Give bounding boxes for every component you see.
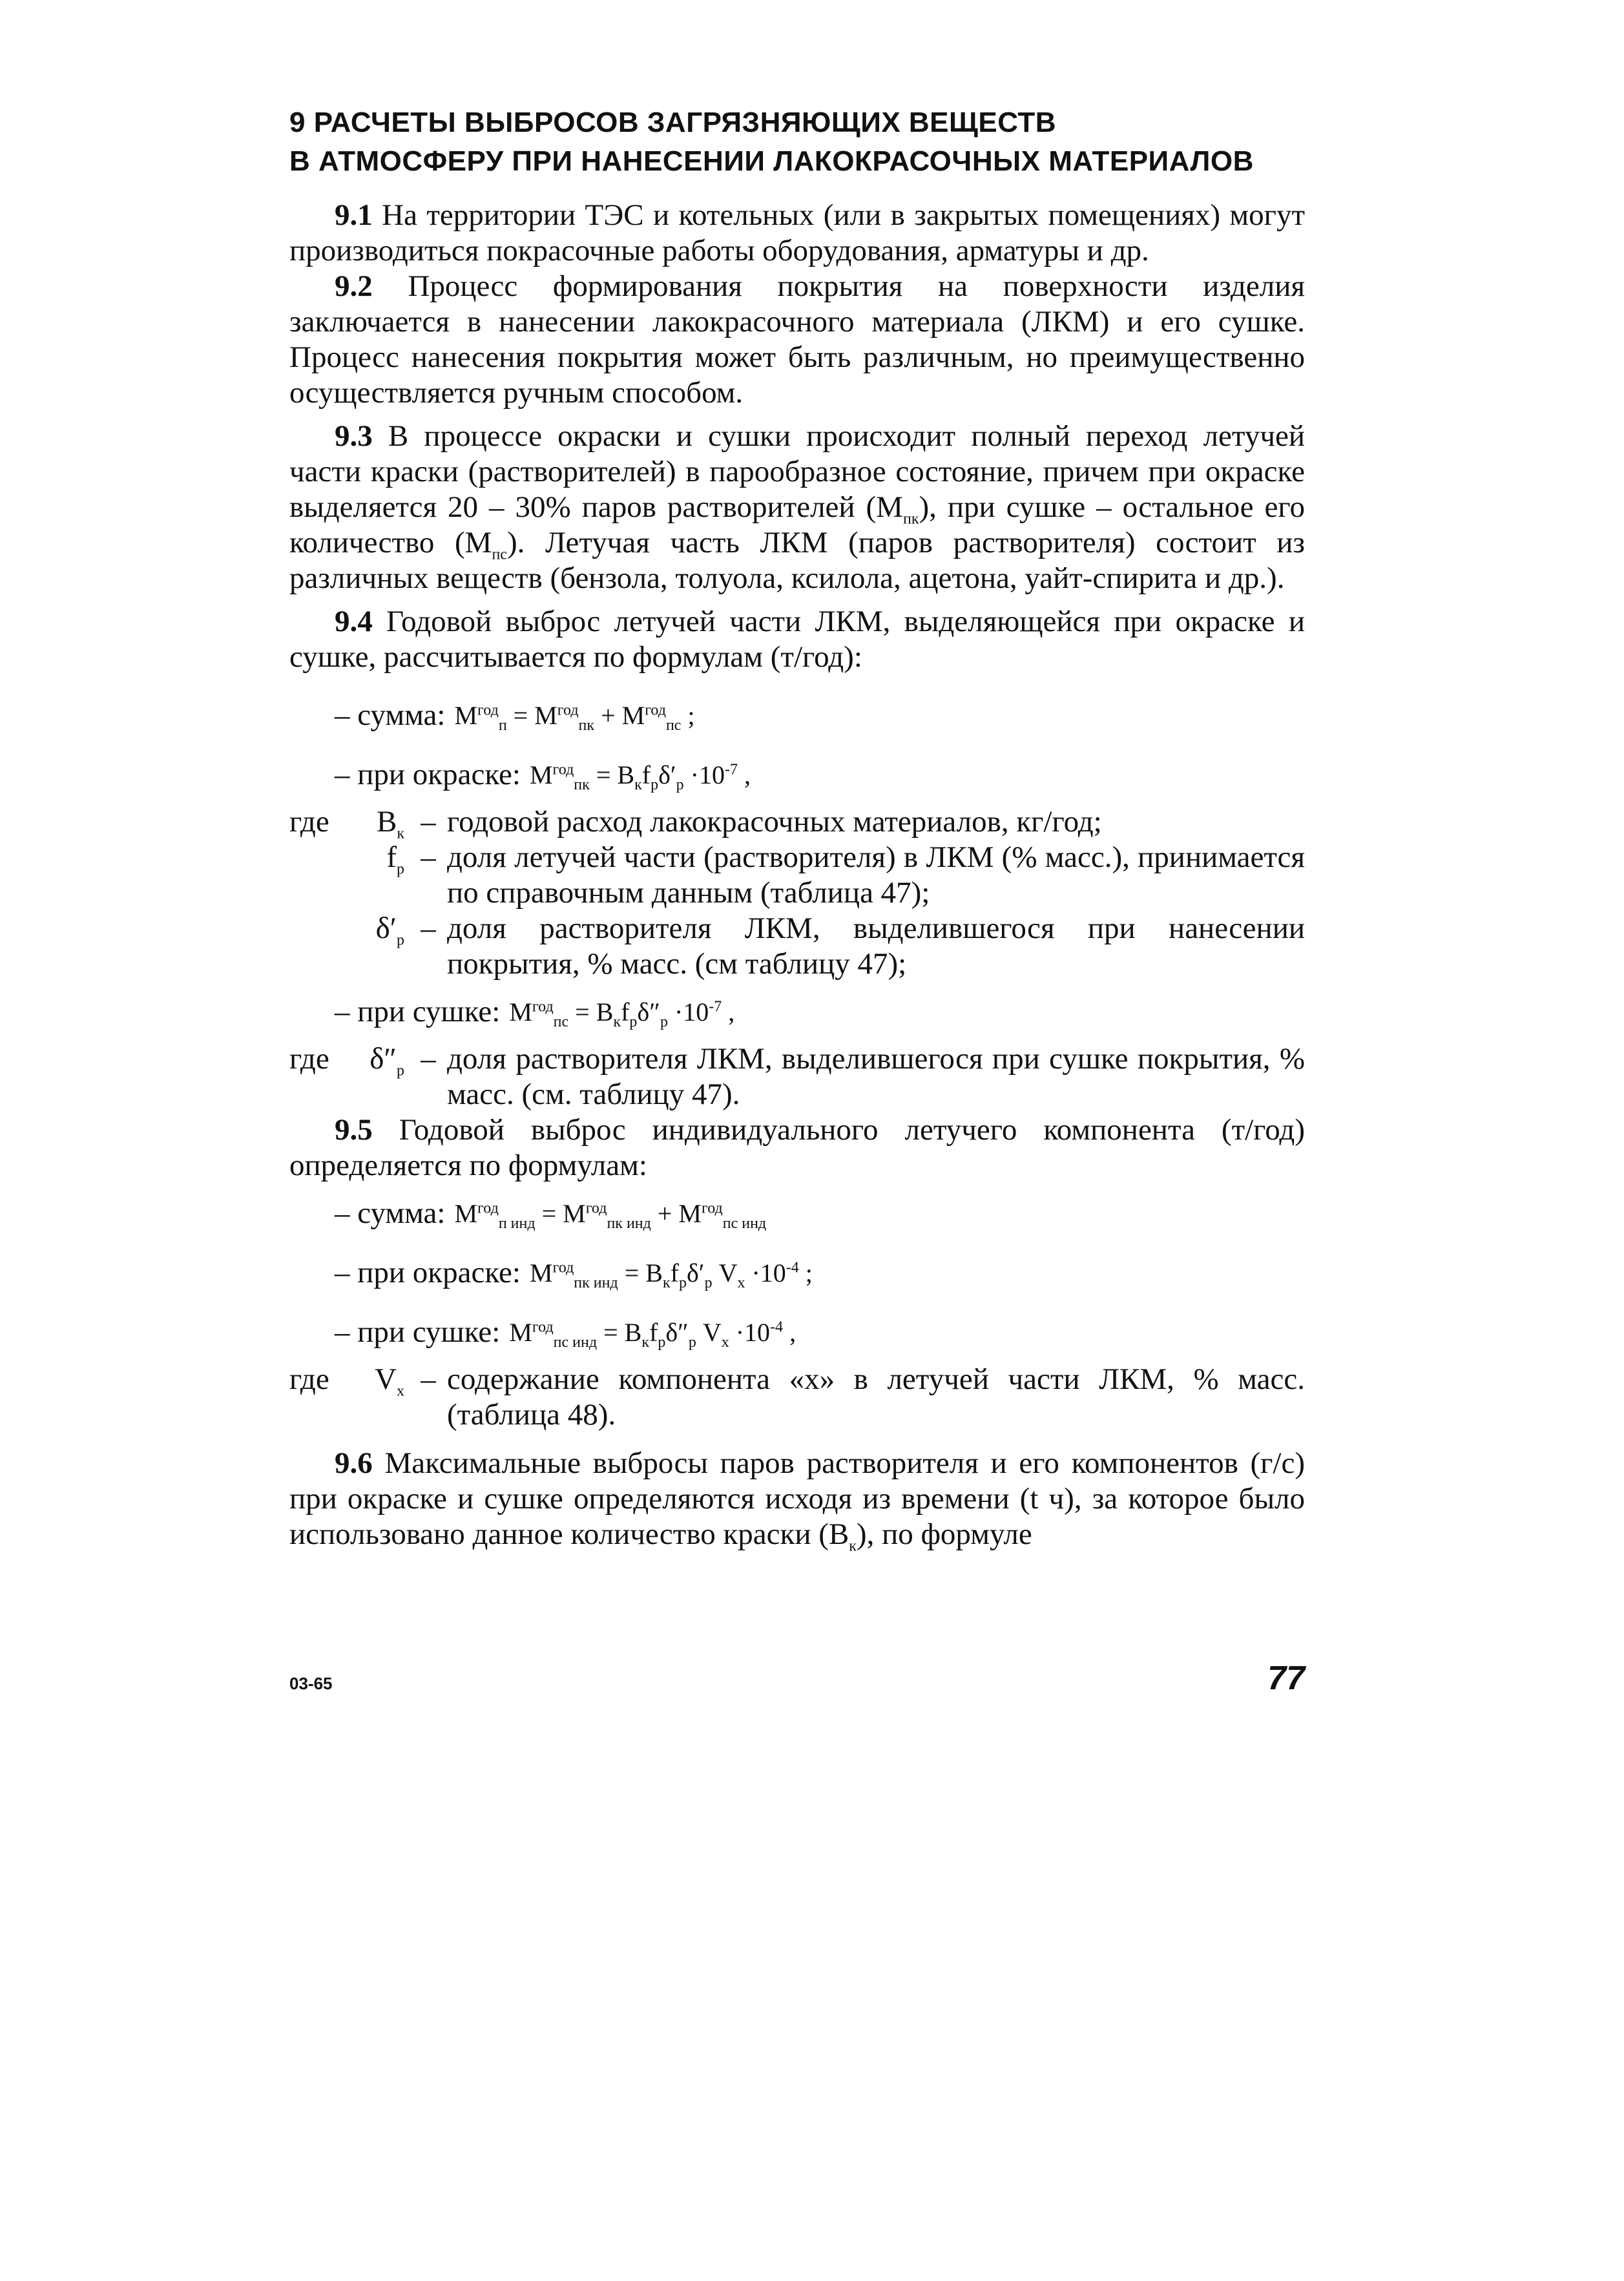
formula-lead: – сумма: <box>335 1196 446 1230</box>
formula-lead: – при окраске: <box>335 757 521 791</box>
page-footer <box>289 1659 1305 1698</box>
para-text: На территории ТЭС и котельных (или в закрытых помещениях) могут производиться покрасочные работы оборудования, арматуры и др. <box>289 198 1305 267</box>
para-number: 9.4 <box>335 605 373 638</box>
definitions-1 <box>289 804 1305 982</box>
section-title <box>289 103 1305 181</box>
formula-expression: $М^{год}_п = М^{год}_{пк} + М^{год}_{пс}$ ; <box>454 700 695 734</box>
para-text: Годовой выброс летучей части ЛКМ, выделяющейся при окраске и сушке, рассчитывается по формулам (т/год): <box>289 605 1305 674</box>
para-number: 9.2 <box>335 269 373 303</box>
formula-painting <box>289 745 1305 804</box>
paragraph-9-2 <box>289 269 1305 411</box>
formula-lead: – при окраске: <box>335 1255 521 1289</box>
para-text: ), по формуле <box>856 1517 1032 1551</box>
title-line-1: 9 РАСЧЕТЫ ВЫБРОСОВ ЗАГРЯЗНЯЮЩИХ ВЕЩЕСТВ <box>289 107 1057 138</box>
formula-lead: – при сушке: <box>335 994 501 1028</box>
page-body <box>289 103 1305 1555</box>
subscript: к <box>849 1537 857 1555</box>
para-text: ). Летучая часть ЛКМ (паров растворителя) состоит из различных веществ (бензола, толуола, ксилола, ацетона, уайт-спирита и др.). <box>289 526 1305 595</box>
print-code: 03-65 <box>289 1674 333 1693</box>
para-number: 9.6 <box>335 1446 373 1480</box>
para-number: 9.5 <box>335 1113 373 1147</box>
definition-row: где $\delta''_р$ – доля растворителя ЛКМ, выделившегося при сушке покрытия, % масс. (см. таблицу 47). <box>289 1042 1305 1111</box>
paragraph-9-3 <box>289 419 1305 596</box>
para-text: В процессе окраски и сушки происходит полный переход летучей части краски (растворителей) в парообразное состояние, причем при окраске выделяется 20 – 30% паров растворителей (М <box>289 419 1305 524</box>
formula-drying-individual <box>289 1302 1305 1362</box>
paragraph-9-1 <box>289 198 1305 269</box>
subscript: пс <box>492 546 507 563</box>
formula-painting-individual <box>289 1243 1305 1302</box>
para-text: ), при сушке – остальное его количество (М <box>289 490 1305 559</box>
definitions-2 <box>289 1041 1305 1112</box>
formula-expression: $М^{год}_{пк инд} = В_кf_р\delta'_р$ $V_х \cdot 10^{-4}$ ; <box>529 1258 813 1291</box>
definition-row: $f_р$ – доля летучей части (растворителя) в ЛКМ (% масс.), принимается по справочным данным (таблица 47); <box>386 840 1305 910</box>
definition-row: где $V_х$ – содержание компонента «х» в летучей части ЛКМ, % масс. (таблица 48). <box>289 1362 1305 1432</box>
formula-expression: $М^{год}_{пс инд} = В_кf_р\delta''_р$ $V_х \cdot 10^{-4}$ , <box>509 1317 796 1351</box>
paragraph-9-4 <box>289 604 1305 675</box>
para-text: Годовой выброс индивидуального летучего компонента (т/год) определяется по формулам: <box>289 1113 1305 1182</box>
formula-sum-individual <box>289 1183 1305 1243</box>
para-number: 9.1 <box>335 198 373 232</box>
paragraph-9-5 <box>289 1112 1305 1183</box>
para-number: 9.3 <box>335 419 373 453</box>
para-text: Максимальные выбросы паров растворителя и его компонентов (г/с) при окраске и сушке определяются исходя из времени (t ч), за которое было использовано данное количество краски (В <box>289 1446 1305 1551</box>
paragraph-9-6 <box>289 1446 1305 1555</box>
formula-expression: $М^{год}_{пс} = В_кf_р\delta''_р \cdot 10^{-7}$ , <box>509 997 735 1030</box>
page-number: 77 <box>1267 1660 1305 1697</box>
formula-lead: – сумма: <box>335 698 446 732</box>
subscript: пк <box>902 510 919 528</box>
formula-sum <box>289 685 1305 745</box>
title-line-2: В АТМОСФЕРУ ПРИ НАНЕСЕНИИ ЛАКОКРАСОЧНЫХ МАТЕРИАЛОВ <box>289 145 1254 177</box>
formula-expression: $М^{год}_{п инд} = М^{год}_{пк инд} + М^{год}_{пс инд}$ <box>454 1198 767 1232</box>
formula-expression: $М^{год}_{пк} = В_кf_р\delta'_р \cdot 10^{-7}$ , <box>529 760 751 793</box>
formula-drying <box>289 982 1305 1041</box>
definition-row: где $В_к$ – годовой расход лакокрасочных материалов, кг/год; <box>289 805 1102 842</box>
definition-row: $\delta'_р$ – доля растворителя ЛКМ, выделившегося при нанесении покрытия, % масс. (см таблицу 47); <box>375 911 1305 981</box>
para-text: Процесс формирования покрытия на поверхности изделия заключается в нанесении лакокрасочного материала (ЛКМ) и его сушке. Процесс нанесения покрытия может быть различным, но преимущественно осуществляется ручным способом. <box>289 269 1305 410</box>
definitions-3 <box>289 1362 1305 1433</box>
formula-lead: – при сушке: <box>335 1315 501 1349</box>
